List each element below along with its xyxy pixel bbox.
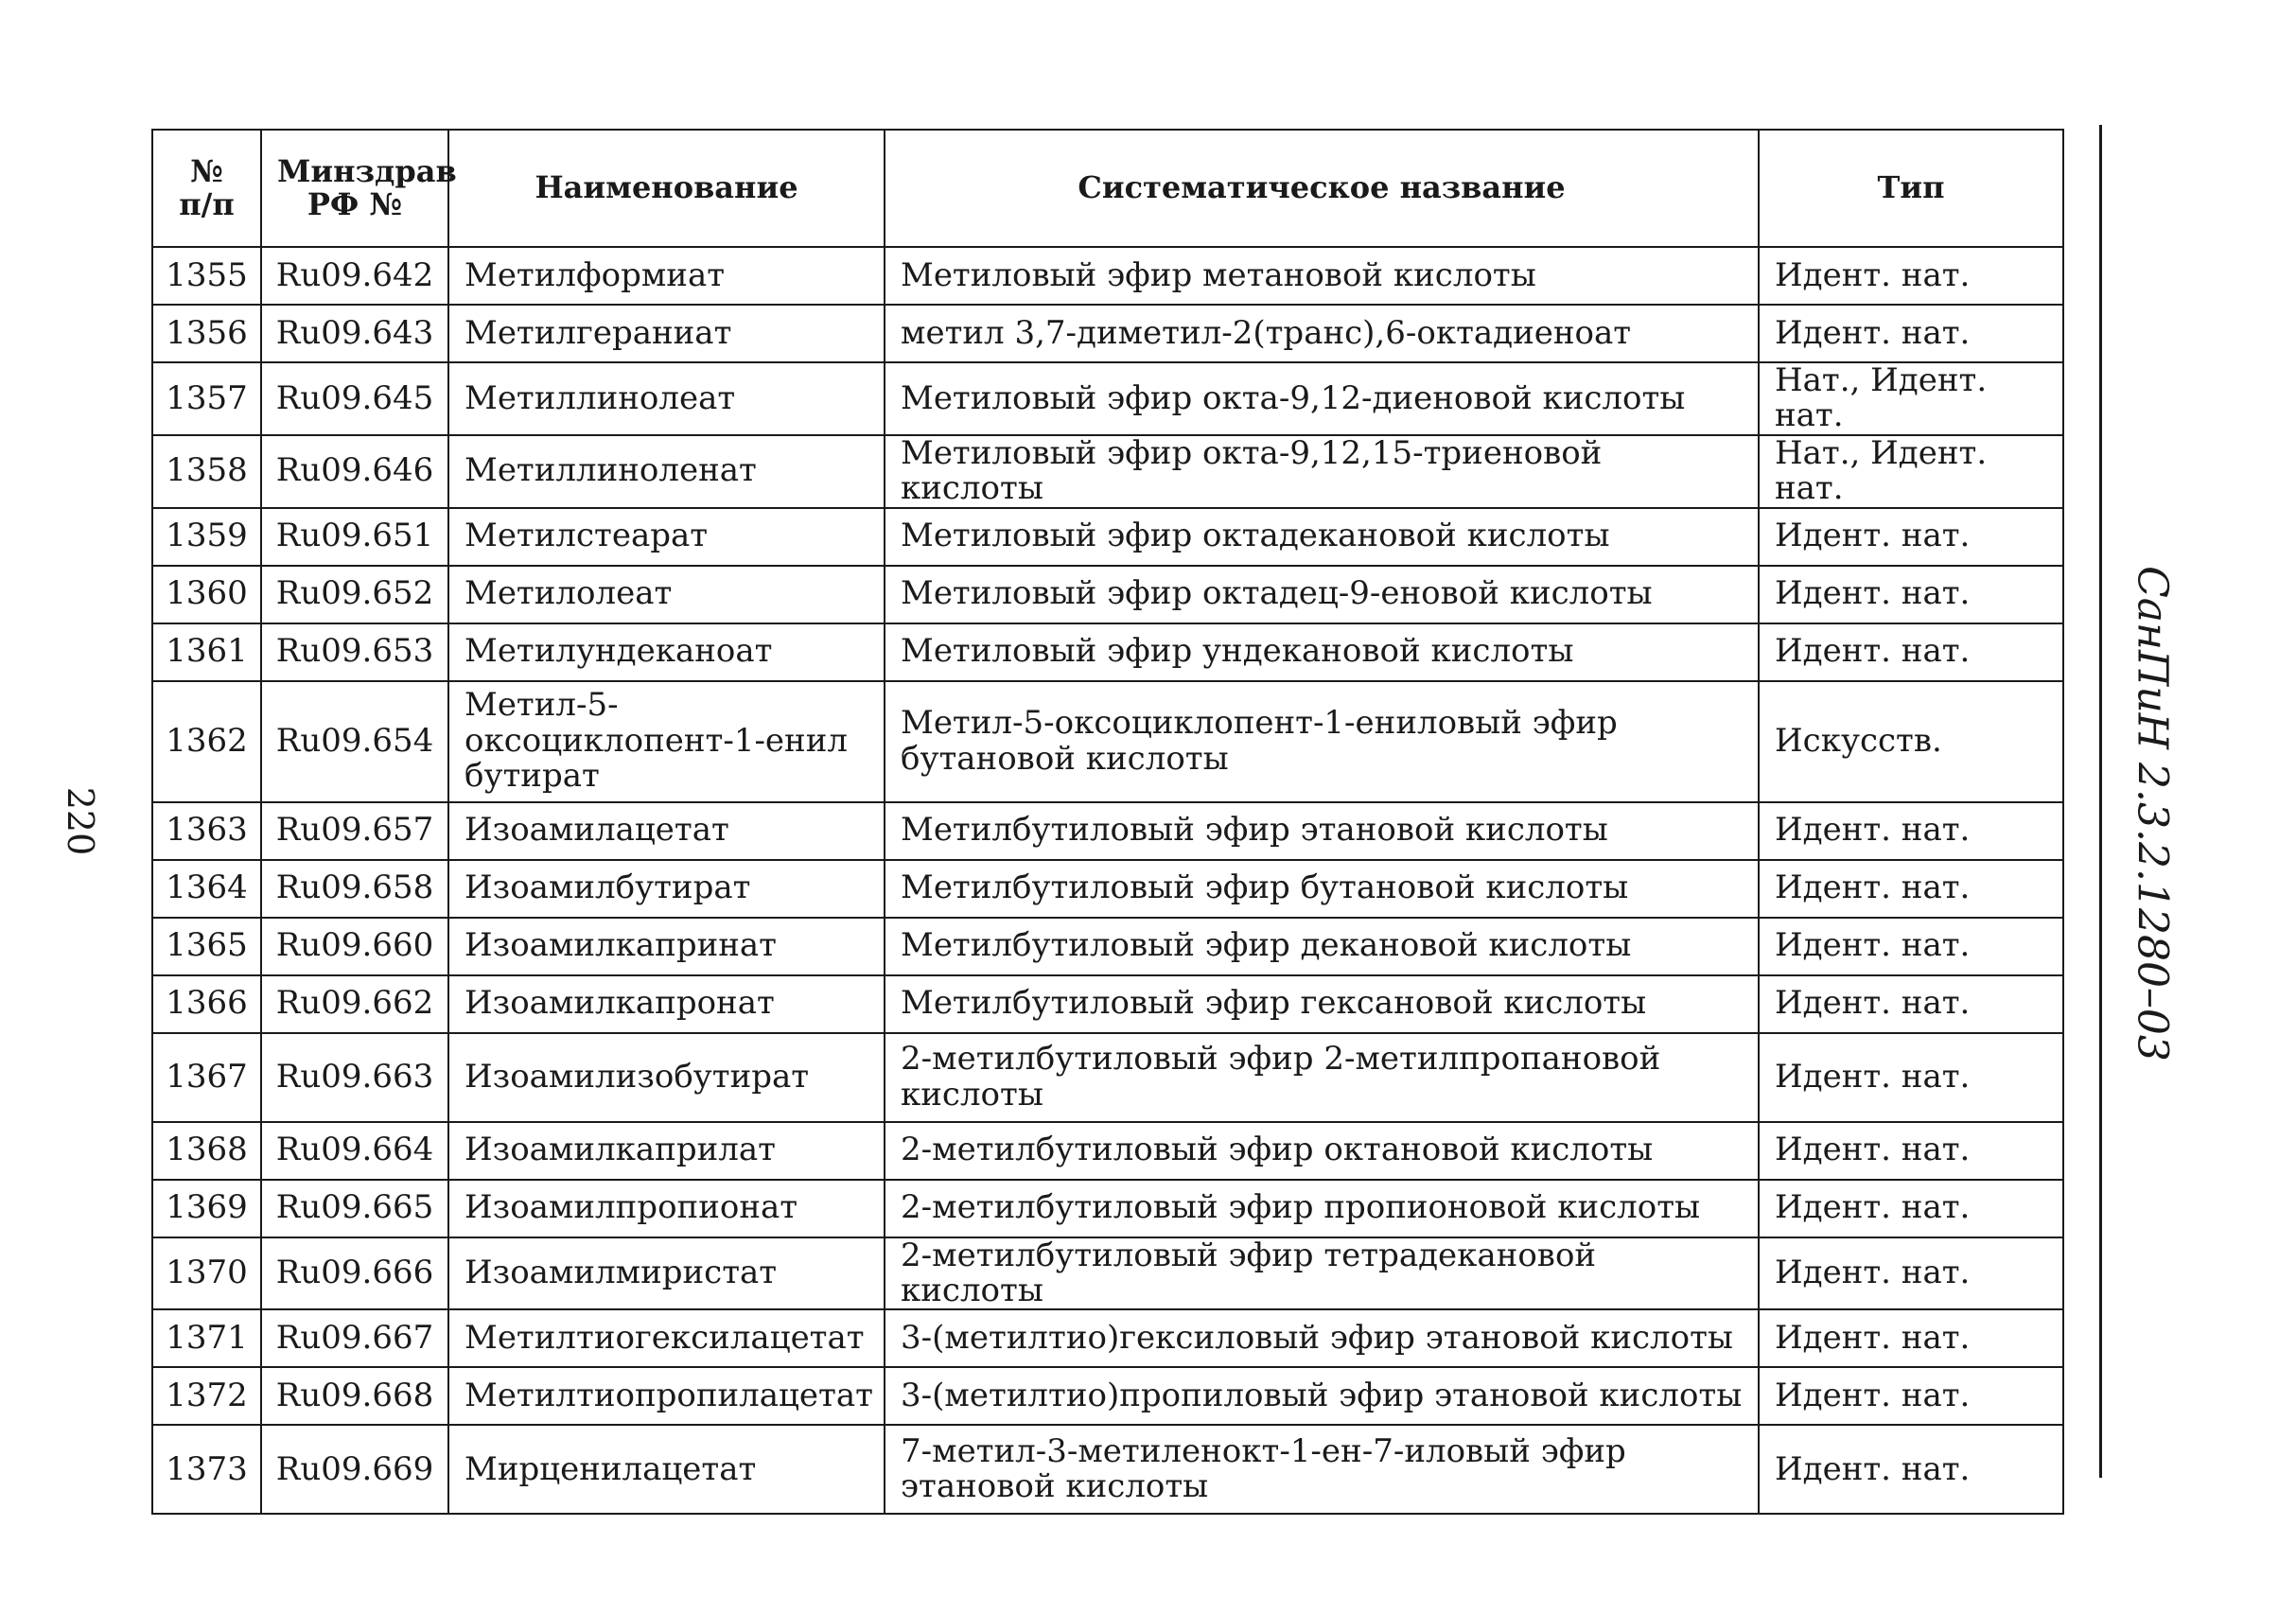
cell-type: Идент. нат. [1759,623,2063,681]
header-systematic: Систематическое название [885,130,1759,247]
table-row [152,802,2063,860]
cell-type: Идент. нат. [1759,508,2063,566]
cell-num: 1369 [152,1180,261,1237]
cell-num: 1359 [152,508,261,566]
cell-systematic: Метиловый эфир октадекановой кислоты [885,508,1759,566]
cell-name: Метилундеканоат [448,623,885,681]
header-code-line2: РФ № [307,186,403,222]
table-row [152,681,2063,802]
cell-name: Метиллинолеат [448,362,885,435]
document-code: СанПиН 2.3.2.1280–03 [2128,566,2177,1061]
table-row [152,1122,2063,1180]
cell-name: Метилстеарат [448,508,885,566]
cell-code: Ru09.657 [261,802,448,860]
cell-type: Идент. нат. [1759,918,2063,975]
cell-type: Идент. нат. [1759,1367,2063,1425]
table-row [152,1033,2063,1122]
cell-name: Изоамилпропионат [448,1180,885,1237]
table-row [152,860,2063,918]
cell-systematic: Метиловый эфир окта-9,12,15-триеновой кислоты [885,435,1759,508]
cell-name: Метилолеат [448,566,885,623]
cell-num: 1364 [152,860,261,918]
cell-code: Ru09.653 [261,623,448,681]
cell-type: Идент. нат. [1759,1237,2063,1310]
header-code [261,130,457,247]
cell-type: Идент. нат. [1759,1309,2063,1367]
table-row [152,566,2063,623]
cell-name: Метил-5-оксоциклопент-1-енил бутират [448,681,885,802]
cell-num: 1371 [152,1309,261,1367]
cell-systematic: метил 3,7-диметил-2(транс),6-октадиеноат [885,305,1759,362]
cell-code: Ru09.651 [261,508,448,566]
cell-code: Ru09.646 [261,435,448,508]
cell-num: 1367 [152,1033,261,1122]
cell-name: Метилгераниат [448,305,885,362]
cell-code: Ru09.669 [261,1425,448,1514]
cell-name: Метилтиопропилацетат [448,1367,885,1425]
cell-systematic: Метилбутиловый эфир бутановой кислоты [885,860,1759,918]
cell-num: 1365 [152,918,261,975]
cell-num: 1362 [152,681,261,802]
cell-num: 1358 [152,435,261,508]
cell-type: Нат., Идент. нат. [1759,362,2063,435]
cell-code: Ru09.667 [261,1309,448,1367]
cell-name: Метилформиат [448,247,885,305]
cell-name: Изоамилизобутират [448,1033,885,1122]
cell-systematic: 7-метил-3-метиленокт-1-ен-7-иловый эфир этановой кислоты [885,1425,1759,1514]
table-row [152,623,2063,681]
cell-systematic: Метиловый эфир октадец-9-еновой кислоты [885,566,1759,623]
cell-code: Ru09.645 [261,362,448,435]
cell-systematic: Метиловый эфир ундекановой кислоты [885,623,1759,681]
page-number: 220 [60,786,101,856]
cell-systematic: 2-метилбутиловый эфир октановой кислоты [885,1122,1759,1180]
cell-num: 1356 [152,305,261,362]
cell-code: Ru09.662 [261,975,448,1033]
cell-systematic: 2-метилбутиловый эфир пропионовой кислоты [885,1180,1759,1237]
cell-code: Ru09.658 [261,860,448,918]
cell-code: Ru09.663 [261,1033,448,1122]
cell-systematic: 3-(метилтио)пропиловый эфир этановой кислоты [885,1367,1759,1425]
header-num-line1: № [190,152,223,189]
table-row [152,435,2063,508]
cell-type: Идент. нат. [1759,1122,2063,1180]
header-name: Наименование [448,130,885,247]
table-row [152,1180,2063,1237]
cell-type: Идент. нат. [1759,1180,2063,1237]
cell-systematic: Метилбутиловый эфир декановой кислоты [885,918,1759,975]
cell-type: Идент. нат. [1759,975,2063,1033]
table-row [152,1425,2063,1514]
cell-num: 1360 [152,566,261,623]
cell-code: Ru09.654 [261,681,448,802]
cell-code: Ru09.664 [261,1122,448,1180]
cell-systematic: 2-метилбутиловый эфир тетрадекановой кислоты [885,1237,1759,1310]
cell-name: Изоамилкапринат [448,918,885,975]
cell-num: 1373 [152,1425,261,1514]
cell-systematic: Метилбутиловый эфир этановой кислоты [885,802,1759,860]
table-row [152,305,2063,362]
cell-systematic: Метилбутиловый эфир гексановой кислоты [885,975,1759,1033]
cell-code: Ru09.668 [261,1367,448,1425]
table-row [152,1309,2063,1367]
cell-code: Ru09.660 [261,918,448,975]
header-num [152,130,261,247]
cell-type: Идент. нат. [1759,802,2063,860]
cell-systematic: Метиловый эфир окта-9,12-диеновой кислоты [885,362,1759,435]
cell-type: Идент. нат. [1759,305,2063,362]
table-row [152,918,2063,975]
cell-name: Изоамилбутират [448,860,885,918]
cell-name: Изоамилкаприлат [448,1122,885,1180]
cell-type: Идент. нат. [1759,566,2063,623]
cell-num: 1363 [152,802,261,860]
cell-systematic: Метил-5-оксоциклопент-1-ениловый эфир бутановой кислоты [885,681,1759,802]
cell-num: 1361 [152,623,261,681]
cell-name: Изоамилкапронат [448,975,885,1033]
additives-table [151,129,2064,1515]
table-row [152,508,2063,566]
cell-num: 1372 [152,1367,261,1425]
cell-code: Ru09.643 [261,305,448,362]
header-num-line2: п/п [179,186,235,222]
table-row [152,1367,2063,1425]
cell-name: Метиллиноленат [448,435,885,508]
cell-num: 1368 [152,1122,261,1180]
cell-type: Идент. нат. [1759,1425,2063,1514]
cell-type: Идент. нат. [1759,247,2063,305]
cell-code: Ru09.652 [261,566,448,623]
cell-type: Идент. нат. [1759,860,2063,918]
cell-code: Ru09.642 [261,247,448,305]
cell-name: Изоамилацетат [448,802,885,860]
cell-systematic: Метиловый эфир метановой кислоты [885,247,1759,305]
cell-systematic: 3-(метилтио)гексиловый эфир этановой кислоты [885,1309,1759,1367]
cell-name: Метилтиогексилацетат [448,1309,885,1367]
cell-num: 1355 [152,247,261,305]
table-header [152,130,2063,247]
side-rule [2099,125,2102,1478]
cell-code: Ru09.666 [261,1237,448,1310]
cell-type: Искусств. [1759,681,2063,802]
cell-type: Нат., Идент. нат. [1759,435,2063,508]
cell-type: Идент. нат. [1759,1033,2063,1122]
table-row [152,1237,2063,1310]
header-code-line1: Минздрав [277,152,457,189]
cell-num: 1357 [152,362,261,435]
cell-code: Ru09.665 [261,1180,448,1237]
table-row [152,975,2063,1033]
cell-systematic: 2-метилбутиловый эфир 2-метилпропановой кислоты [885,1033,1759,1122]
cell-name: Мирценилацетат [448,1425,885,1514]
table-body [152,247,2063,1514]
header-type: Тип [1759,130,2063,247]
header-row [152,130,2063,247]
table-row [152,362,2063,435]
cell-name: Изоамилмиристат [448,1237,885,1310]
cell-num: 1366 [152,975,261,1033]
cell-num: 1370 [152,1237,261,1310]
table-row [152,247,2063,305]
